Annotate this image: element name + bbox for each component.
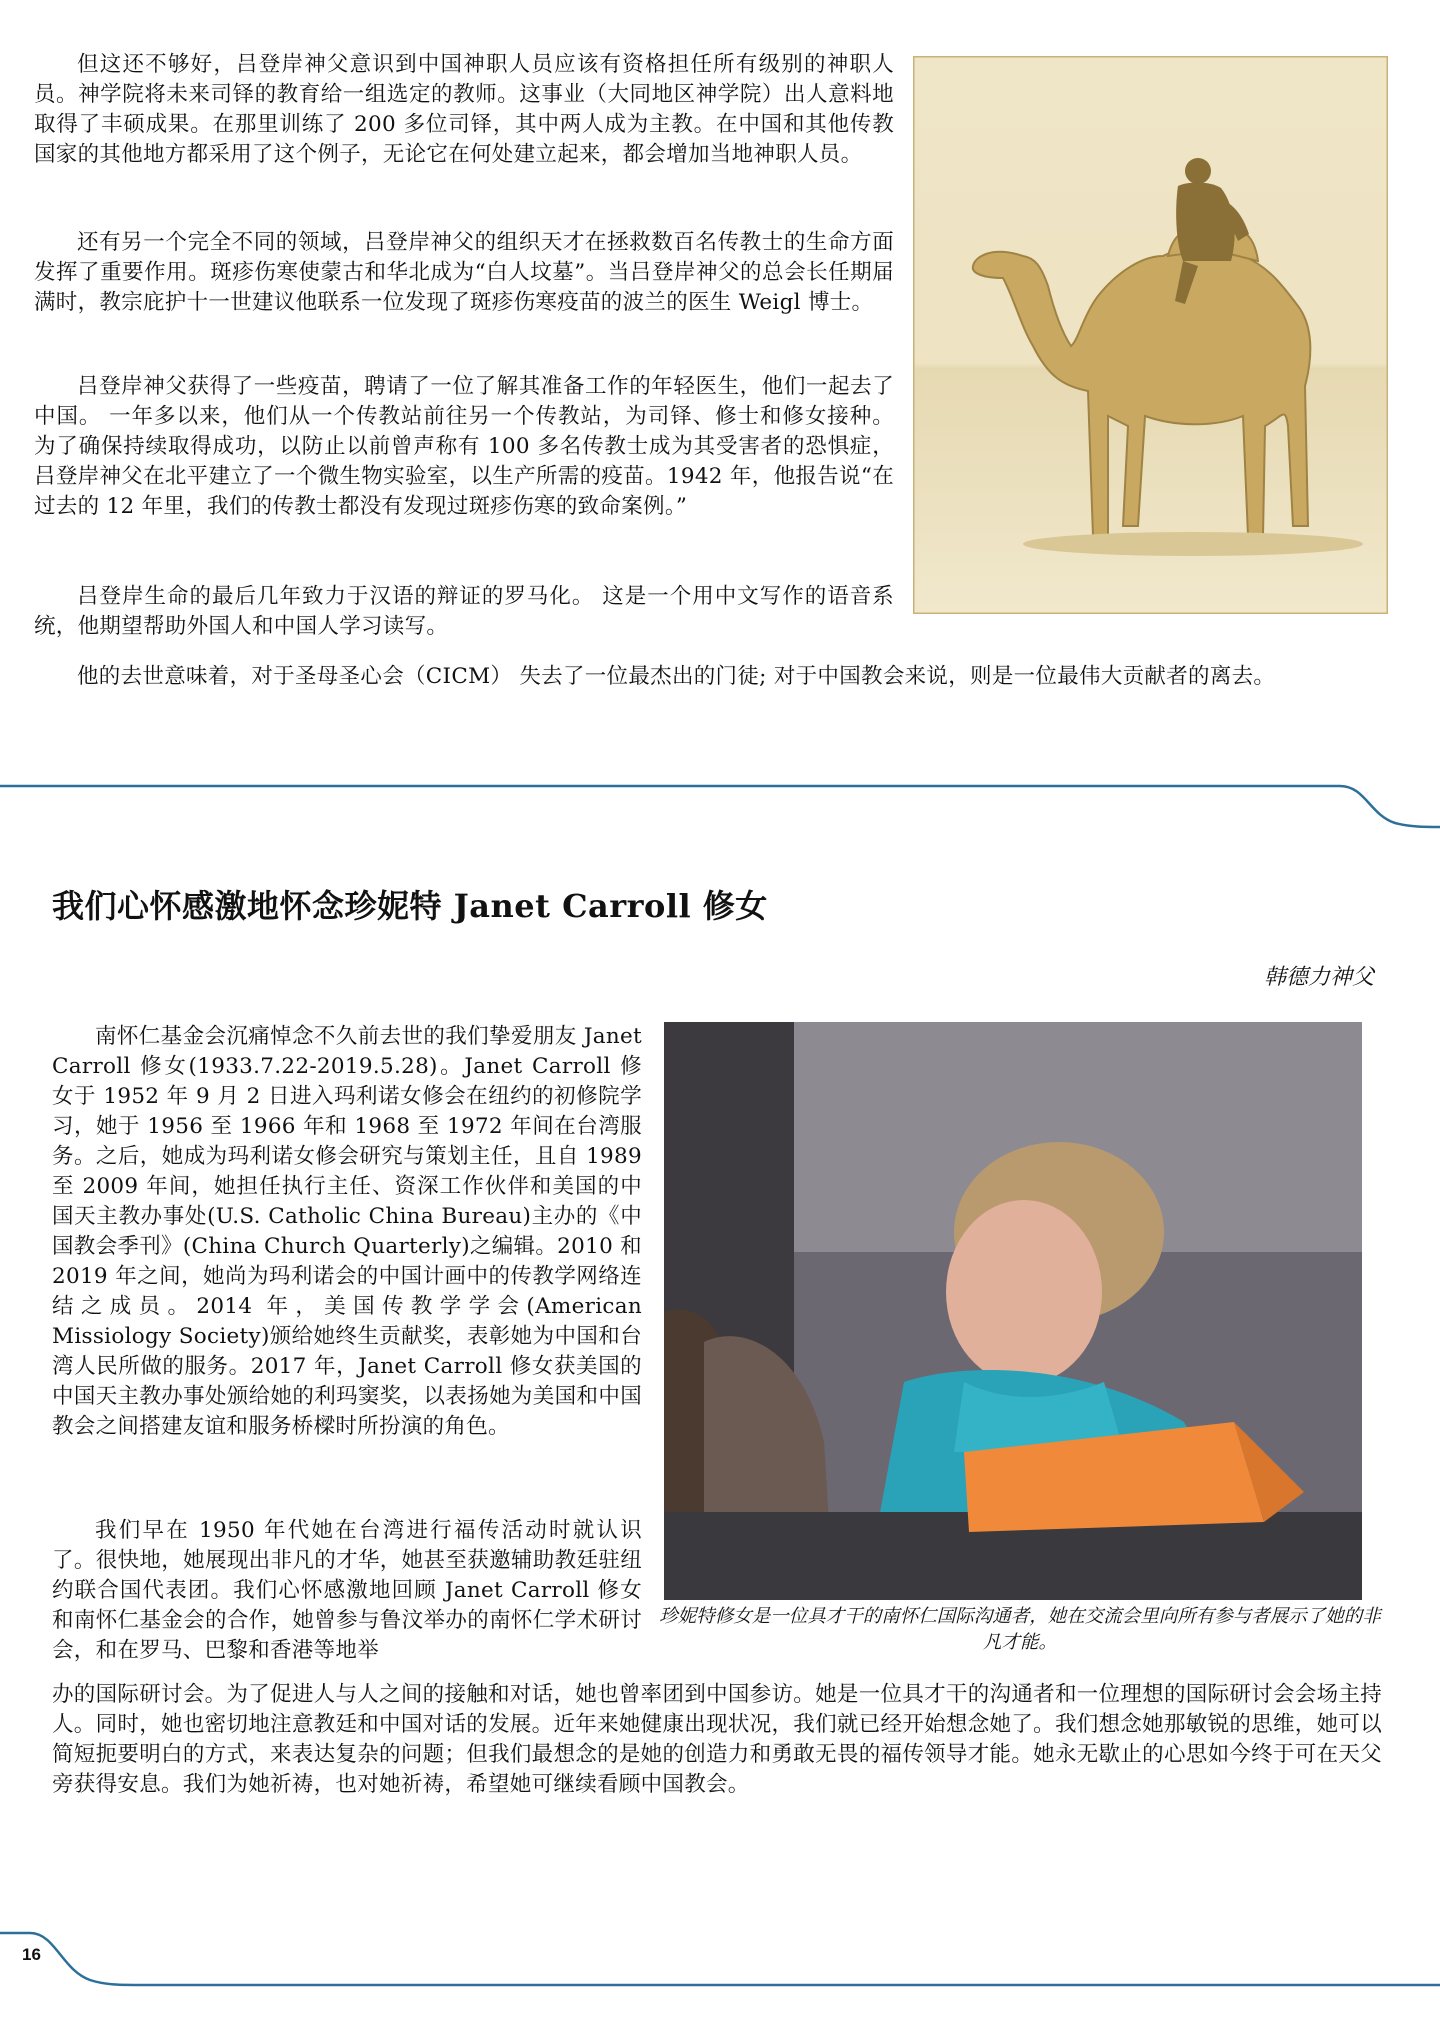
paragraph-4: 吕登岸生命的最后几年致力于汉语的辩证的罗马化。 这是一个用中文写作的语音系统，他期望帮助外国人和中国人学习读写。: [34, 584, 894, 639]
paragraph-2: 还有另一个完全不同的领域，吕登岸神父的组织天才在拯救数百名传教士的生命方面发挥了重要作用。斑疹伤寒使蒙古和华北成为“白人坟墓”。当吕登岸神父的总会长任期届满时，教宗庇护十一世建议他联系一位发现了斑疹伤寒疫苗的波兰的医生 Weigl 博士。: [34, 230, 894, 315]
photo-caption: 珍妮特修女是一位具才干的南怀仁国际沟通者，她在交流会里向所有参与者展示了她的非凡才能。: [659, 1606, 1381, 1653]
article-paragraph-continuation: 办的国际研讨会。为了促进人与人之间的接触和对话，她也曾率团到中国参访。她是一位具才干的沟通者和一位理想的国际研讨会会场主持人。同时，她也密切地注意教廷和中国对话的发展。近年来她健康出现状况，我们就已经开始想念她了。我们想念她那敏锐的思维，她可以简短扼要明白的方式，来表达复杂的问题；但我们最想念的是她的创造力和勇敢无畏的福传领导才能。她永无歇止的心思如今终于可在天父旁获得安息。我们为她祈祷，也对她祈祷，希望她可继续看顾中国教会。: [52, 1682, 1382, 1797]
portrait-illustration: [664, 1022, 1362, 1600]
paragraph-5: 他的去世意味着，对于圣母圣心会（CICM） 失去了一位最杰出的门徒; 对于中国教会来说，则是一位最伟大贡献者的离去。: [77, 664, 1276, 689]
paragraph-1: 但这还不够好，吕登岸神父意识到中国神职人员应该有资格担任所有级别的神职人员。神学院将未来司铎的教育给一组选定的教师。这事业（大同地区神学院）出人意料地取得了丰硕成果。在那里训练了 200 多位司铎，其中两人成为主教。在中国和其他传教国家的其他地方都采用了这个例子，无论它在何处建立起来，都会增加当地神职人员。: [34, 52, 894, 167]
article-title: 我们心怀感激地怀念珍妮特 Janet Carroll 修女: [52, 887, 768, 925]
paragraph-3: 吕登岸神父获得了一些疫苗，聘请了一位了解其准备工作的年轻医生，他们一起去了中国。 一年多以来，他们从一个传教站前往另一个传教站，为司铎、修士和修女接种。 为了确保持续取得成功，以防止以前曾声称有 100 多名传教士成为其受害者的恐惧症，吕登岸神父在北平建立了一个微生物实验室，以生产所需的疫苗。1942 年，他报告说“在过去的 12 年里，我们的传教士都没有发现过斑疹伤寒的致命案例。”: [34, 374, 894, 519]
article-paragraph-2: 我们早在 1950 年代她在台湾进行福传活动时就认识了。很快地，她展现出非凡的才华，她甚至获邀辅助教廷驻纽约联合国代表团。我们心怀感激地回顾 Janet Carroll 修女和南怀仁基金会的合作，她曾参与鲁汶举办的南怀仁学术研讨会，和在罗马、巴黎和香港等地举: [52, 1518, 642, 1663]
section-divider: [0, 775, 1440, 835]
footer-line: [0, 1925, 1440, 1995]
page-number: 16: [22, 1945, 41, 1964]
janet-carroll-photo: [664, 1022, 1362, 1600]
article-paragraph-1: 南怀仁基金会沉痛悼念不久前去世的我们挚爱朋友 Janet Carroll 修女(1933.7.22-2019.5.28)。Janet Carroll 修女于 1952 年 9 月 2 日进入玛利诺女修会在纽约的初修院学习，她于 1956 至 1966 年和 1968 至 1972 年间在台湾服务。之后，她成为玛利诺女修会研究与策划主任，且自 1989 至 2009 年间，她担任执行主任、资深工作伙伴和美国的中国天主教办事处(U.S. Catholic China Bureau)主办的《中国教会季刊》(China Church Quarterly)之编辑。2010 和 2019 年之间，她尚为玛利诺会的中国计画中的传教学网络连结之成员。2014 年，美国传教学学会(American Missiology Society)颁给她终生贡献奖，表彰她为中国和台湾人民所做的服务。2017 年，Janet Carroll 修女获美国的中国天主教办事处颁给她的利玛窦奖，以表扬她为美国和中国教会之间搭建友谊和服务桥樑时所扮演的角色。: [52, 1024, 642, 1439]
camel-rider-illustration: [913, 56, 1388, 614]
article-author: 韩德力神父: [1263, 965, 1374, 990]
camel-photo: [913, 56, 1388, 614]
